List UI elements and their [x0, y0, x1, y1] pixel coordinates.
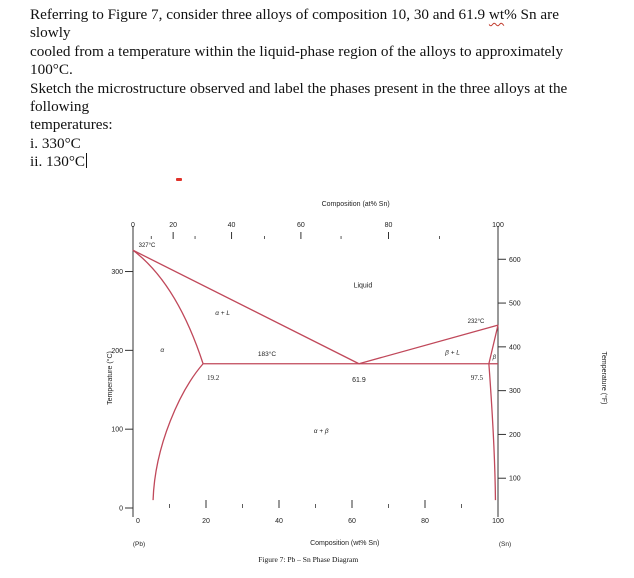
alpha-limit-label: 19.2	[206, 373, 220, 382]
bottom-axis-tick-label: 60	[348, 518, 356, 525]
left-axis-tick-label: 300	[111, 269, 123, 277]
top-axis-tick-label: 80	[384, 222, 393, 229]
beta-limit-label: 97.5	[470, 373, 483, 382]
solvus-beta-line	[489, 364, 496, 500]
axes	[106, 201, 608, 548]
beta-liquid-region-label: β + L	[445, 349, 460, 357]
liquidus-pb-line	[133, 250, 359, 364]
top-axis-tick-label: 0	[131, 222, 135, 229]
liquid-region-label: Liquid	[353, 282, 373, 290]
left-axis-tick-label: 0	[119, 505, 123, 513]
question-item-i: i. 330°C	[30, 134, 81, 152]
right-axis-title: Temperature (°F)	[600, 351, 607, 405]
right-axis-tick-label: 500	[509, 300, 521, 308]
bottom-axis-title: Composition (wt% Sn)	[310, 540, 380, 547]
sn-end-label: (Sn)	[498, 541, 512, 548]
question-line-6: following	[30, 98, 90, 116]
top-axis-tick-label: 100	[492, 222, 504, 229]
alpha-liquid-region-label: α + L	[215, 309, 230, 317]
eutectic-temperature-label: 183°C	[257, 350, 277, 358]
bottom-axis-tick-label: 20	[202, 518, 210, 525]
question-line-1: Referring to Figure 7, consider three alloys of composition 10, 30 and 61.9 wt% Sn are	[30, 6, 559, 23]
right-axis-tick-label: 300	[509, 388, 521, 396]
left-axis-tick-label: 200	[111, 347, 123, 355]
top-axis-tick-label: 60	[297, 222, 305, 229]
question-line-4: 100°C.	[30, 61, 73, 79]
alpha-region-label: α	[160, 346, 165, 354]
right-axis-tick-label: 100	[509, 475, 521, 483]
right-axis-tick-label: 600	[509, 256, 521, 264]
right-axis-tick-label: 400	[509, 344, 521, 352]
spellcheck-word[interactable]: wt	[488, 6, 505, 23]
left-axis-title: Temperature (°C)	[107, 351, 114, 405]
top-axis-title: Composition (at% Sn)	[321, 201, 390, 208]
alpha-beta-region-label: α + β	[313, 428, 329, 436]
sn-melting-label: 232°C	[467, 319, 485, 326]
pb-melting-label: 327°C	[138, 243, 156, 250]
solvus-alpha-line	[153, 364, 203, 500]
question-line-2: slowly	[30, 24, 71, 42]
question-item-ii[interactable]: ii. 130°C	[30, 153, 86, 171]
bottom-axis-tick-label: 100	[492, 518, 504, 525]
bottom-axis-tick-label: 80	[421, 518, 429, 525]
phase-lines	[133, 250, 498, 500]
top-axis-tick-label: 40	[227, 222, 236, 229]
question-line-5: Sketch the microstructure observed and label the phases present in the three alloys at the	[30, 79, 568, 97]
bottom-axis-tick-label: 0	[136, 518, 140, 525]
question-line-3: cooled from a temperature within the liquid-phase region of the alloys to approximately	[30, 42, 564, 60]
beta-region-label: β	[492, 355, 497, 362]
liquidus-sn-line	[359, 325, 498, 364]
pb-end-label: (Pb)	[132, 541, 146, 548]
eutectic-composition-label: 61.9	[352, 376, 366, 384]
left-axis-tick-label: 100	[111, 426, 123, 434]
diagram-labels	[139, 243, 497, 564]
bottom-axis-tick-label: 40	[275, 518, 283, 525]
question-line-7: temperatures:	[30, 116, 113, 134]
top-axis-tick-label: 20	[169, 222, 178, 229]
figure-caption: Figure 7: Pb – Sn Phase Diagram	[258, 555, 359, 564]
right-axis-tick-label: 200	[509, 431, 521, 439]
